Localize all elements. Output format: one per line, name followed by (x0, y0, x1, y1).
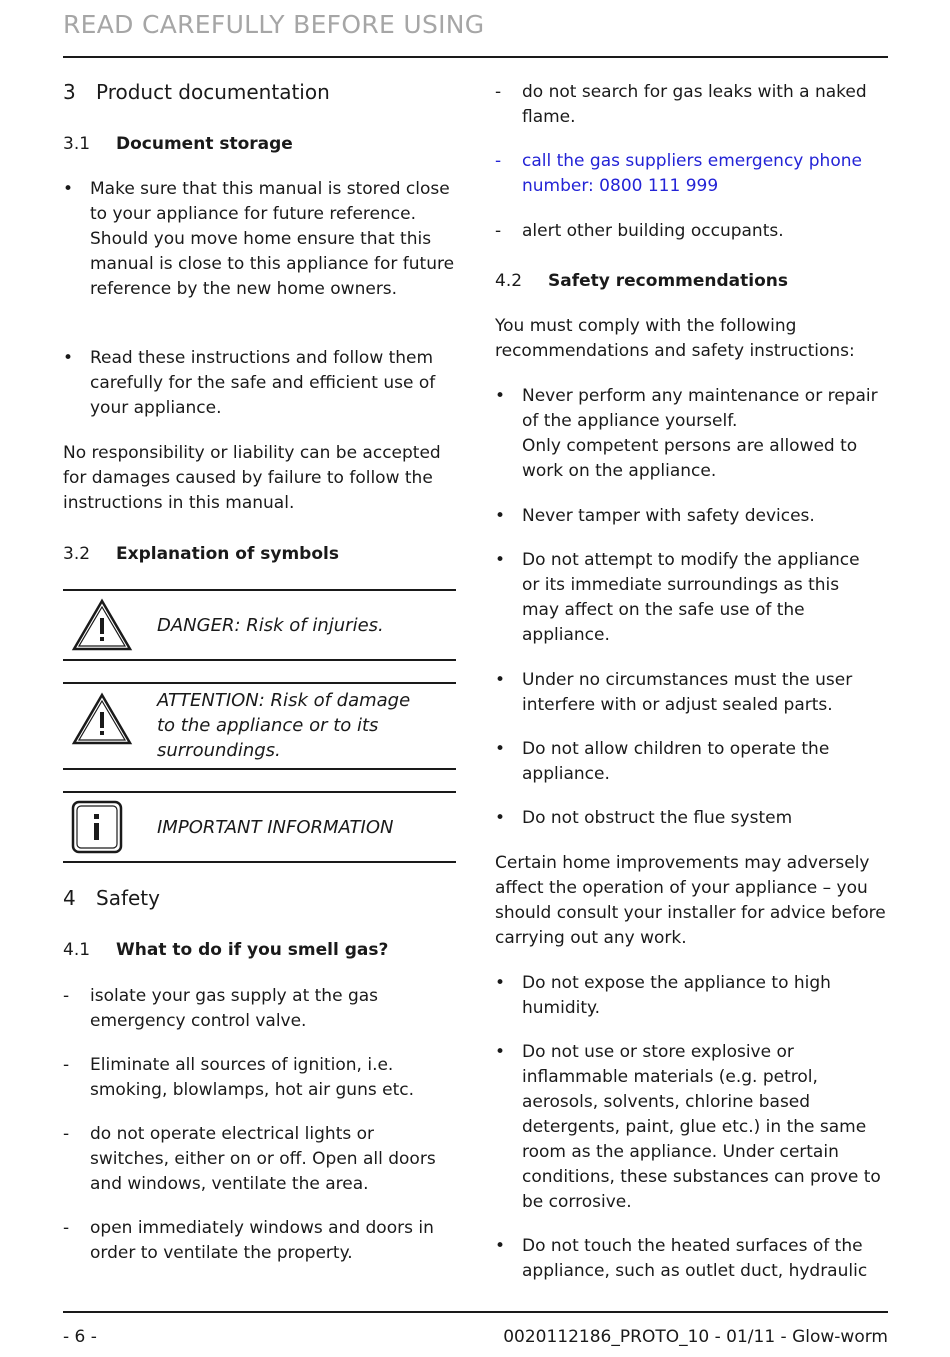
list-item: • Do not touch the heated surfaces of the appliance, such as outlet duct, hydraulic (495, 1236, 868, 1281)
safety-intro: You must comply with the following recommendations and safety instructions: (495, 316, 855, 361)
list-item: • Never perform any maintenance or repair of the appliance yourself. Only competent persons are allowed to work on the appliance. (495, 386, 878, 481)
list-item: • Make sure that this manual is stored close to your appliance for future reference. Should you move home ensure that this manual is close to this appliance for future reference by the new home owners. (63, 179, 455, 299)
section-4-1-heading: 4.1 What to do if you smell gas? (63, 940, 389, 960)
list-item: • Do not obstruct the flue system (495, 808, 793, 828)
header-rule (63, 56, 888, 58)
attention-text: ATTENTION: Risk of damage to the appliance or to its surroundings. (157, 690, 411, 761)
liability-note: No responsibility or liability can be accepted for damages caused by failure to follow the instructions in this manual. (63, 443, 441, 513)
list-item: • Read these instructions and follow them carefully for the safe and efficient use of your appliance. (63, 348, 436, 418)
list-item: • Do not allow children to operate the appliance. (495, 739, 830, 784)
info-symbol-box (63, 791, 456, 863)
section-3-2-heading: 3.2 Explanation of symbols (63, 544, 339, 564)
list-item: - do not operate electrical lights or switches, either on or off. Open all doors and windows, ventilate the area. (63, 1124, 436, 1194)
improvements-note: Certain home improvements may adversely affect the operation of your appliance – you should consult your installer for advice before carrying out any work. (495, 853, 886, 948)
page-number: - 6 - (63, 1327, 97, 1347)
attention-symbol-box (63, 682, 456, 770)
warning-triangle-icon (71, 692, 133, 746)
list-item: - Eliminate all sources of ignition, i.e. smoking, blowlamps, hot air guns etc. (63, 1055, 414, 1100)
emergency-phone-item[interactable]: - call the gas suppliers emergency phone number: 0800 111 999 (495, 151, 862, 196)
info-icon (71, 800, 123, 854)
list-item: - alert other building occupants. (495, 221, 784, 241)
warning-triangle-icon (71, 598, 133, 652)
section-4-2-heading: 4.2 Safety recommendations (495, 271, 788, 291)
list-item: • Do not use or store explosive or inflammable materials (e.g. petrol, aerosols, solvents, chlorine based detergents, paint, glue etc.) in the same room as the appliance. Under certain conditions, these substances can prove to be corrosive. (495, 1042, 881, 1212)
section-4-heading: 4 Safety (63, 886, 160, 910)
danger-text: DANGER: Risk of injuries. (157, 615, 384, 636)
list-item: • Do not expose the appliance to high humidity. (495, 973, 831, 1018)
list-item: - open immediately windows and doors in order to ventilate the property. (63, 1218, 434, 1263)
list-item: • Never tamper with safety devices. (495, 506, 815, 526)
danger-symbol-box (63, 589, 456, 661)
info-text: IMPORTANT INFORMATION (157, 817, 394, 838)
section-3-1-heading: 3.1 Document storage (63, 134, 293, 154)
list-item: - do not search for gas leaks with a naked flame. (495, 82, 867, 127)
list-item: - isolate your gas supply at the gas emergency control valve. (63, 986, 379, 1031)
footer-rule (63, 1311, 888, 1313)
section-3-heading: 3 Product documentation (63, 80, 330, 104)
list-item: • Under no circumstances must the user interfere with or adjust sealed parts. (495, 670, 853, 715)
document-reference: 0020112186_PROTO_10 - 01/11 - Glow-worm (503, 1327, 888, 1347)
list-item: • Do not attempt to modify the appliance or its immediate surroundings as this may affect on the safe use of the appliance. (495, 550, 860, 645)
page-header: READ CAREFULLY BEFORE USING (63, 10, 485, 39)
